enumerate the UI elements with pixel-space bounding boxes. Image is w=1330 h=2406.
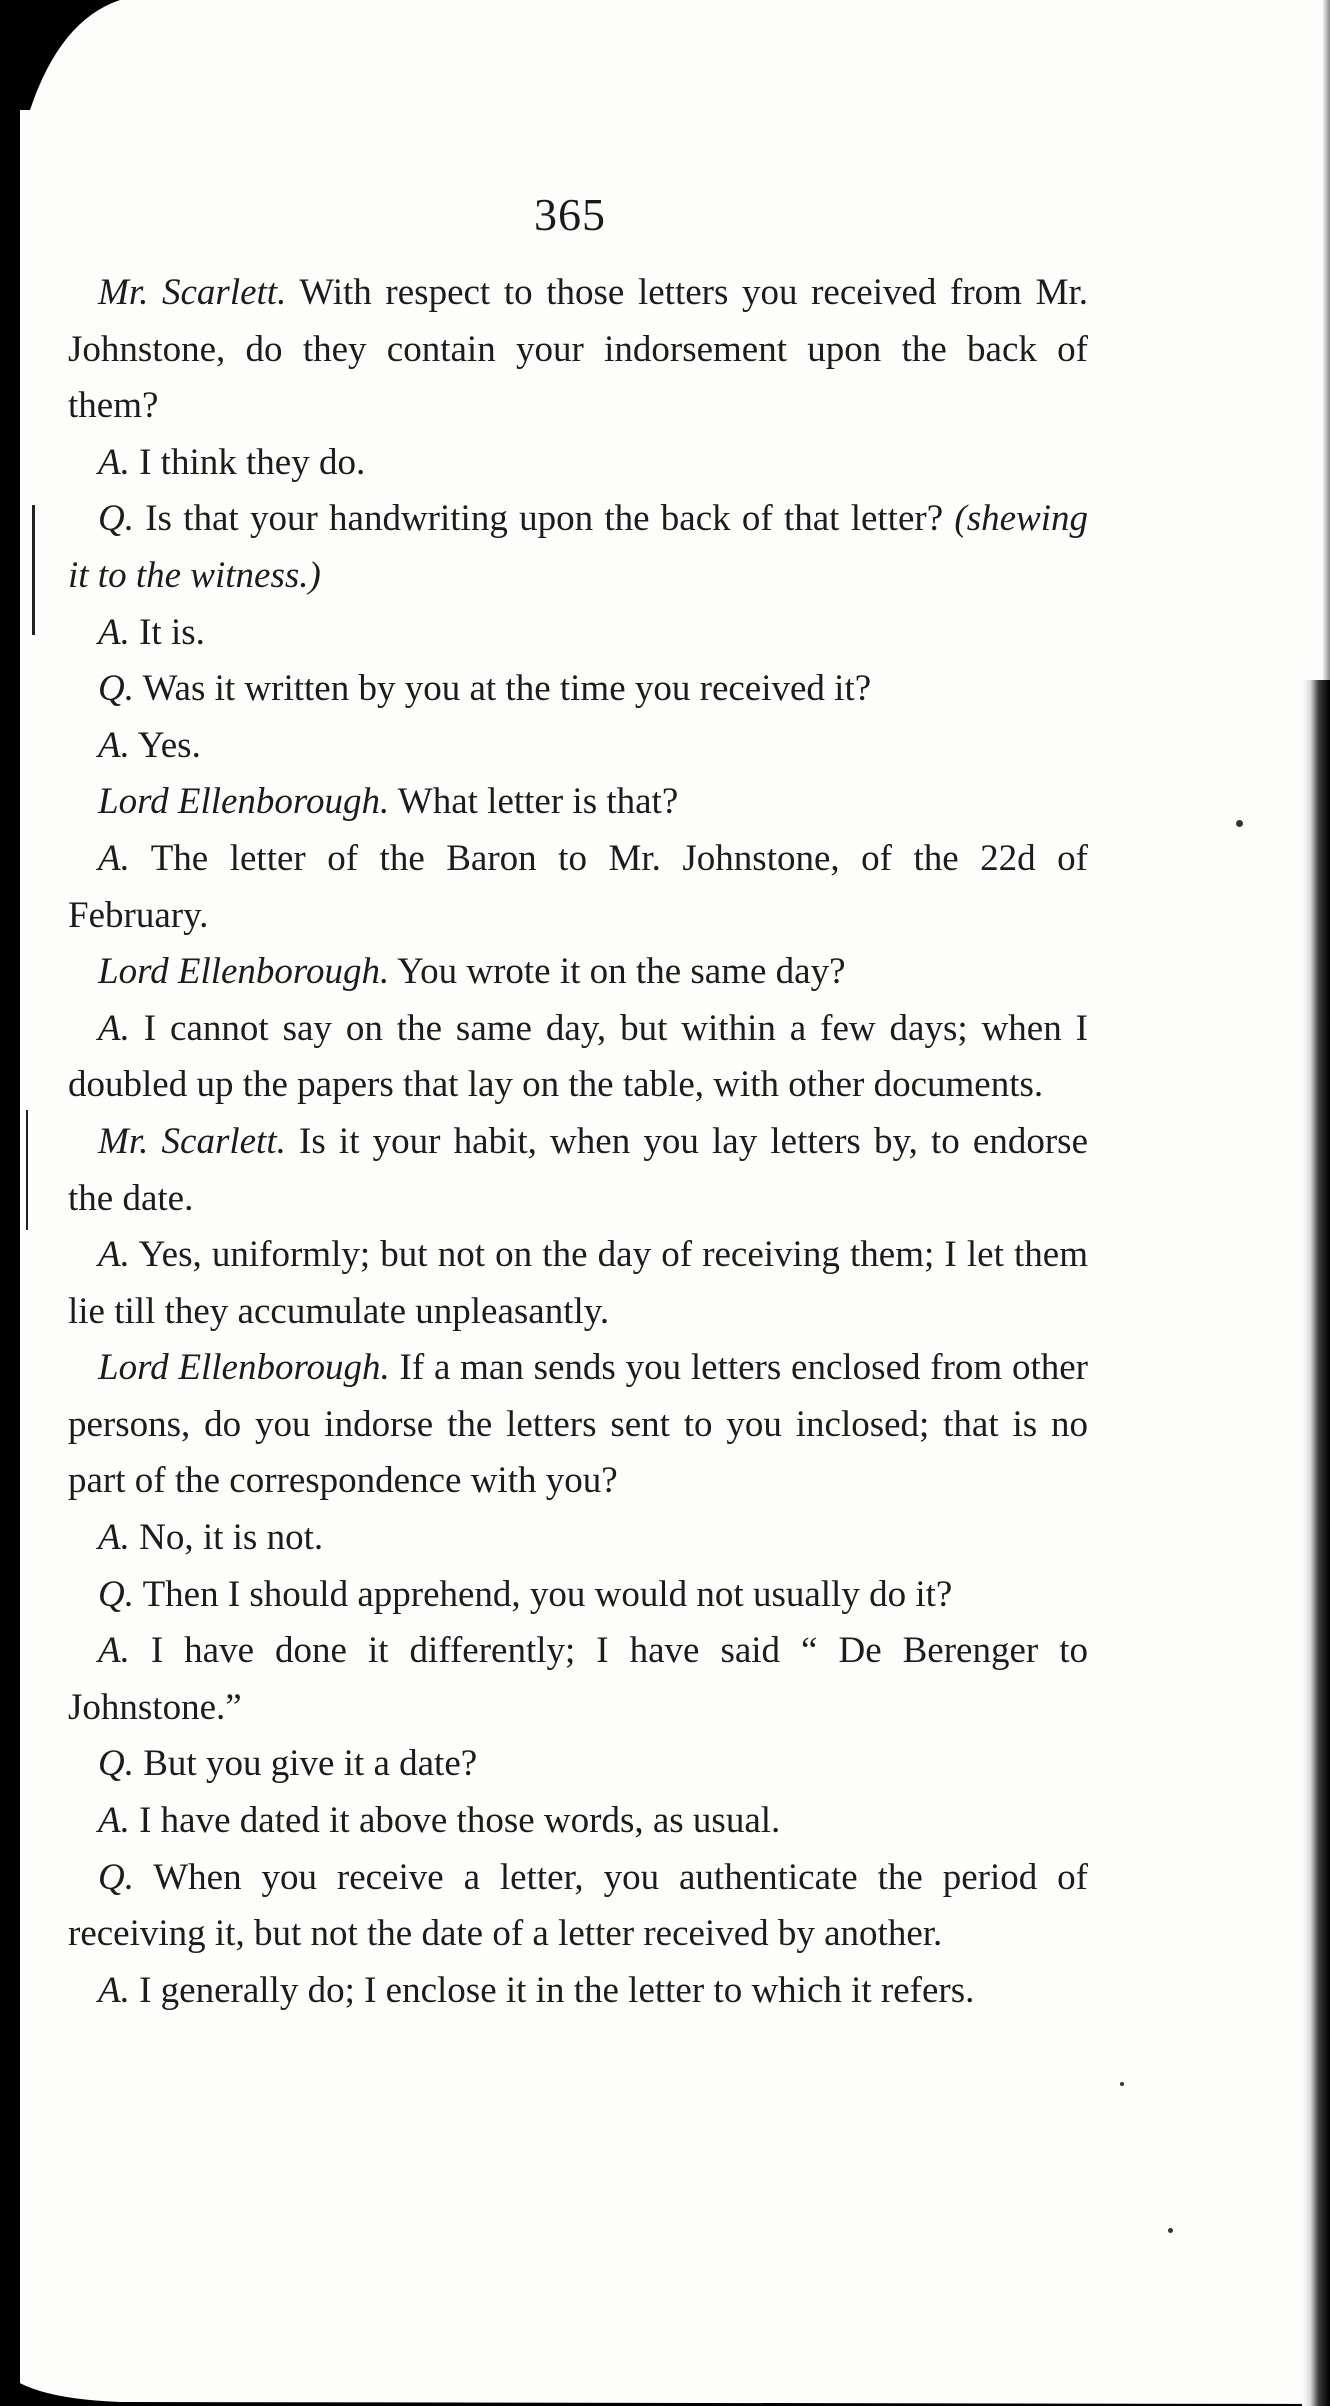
dialogue-text: It is. (129, 611, 205, 653)
speaker-label: Mr. Scarlett. (98, 1120, 286, 1162)
dialogue-paragraph (68, 1001, 1088, 1114)
dialogue-text: Yes, uniformly; but not on the day of receiving them; I let them lie till they accumulate unpleasantly. (68, 1234, 1088, 1332)
speaker-label: Q. (98, 668, 134, 710)
scan-edge-left (0, 0, 20, 2406)
dialogue-text: I have dated it above those words, as usual. (129, 1800, 781, 1842)
speaker-label: A. (98, 1800, 130, 1842)
dialogue-text: I cannot say on the same day, but within a few days; when I doubled up the papers that lay on the table, with other documents. (68, 1007, 1088, 1106)
dialogue-text: What letter is that? (389, 781, 679, 823)
dialogue-text: When you receive a letter, you authenticate the period of receiving it, but not the date of a letter received by another. (68, 1856, 1088, 1955)
dialogue-paragraph (68, 1736, 1088, 1793)
speaker-label: A. (98, 1969, 130, 2011)
ink-speck (1168, 2228, 1173, 2233)
dialogue-paragraph (68, 774, 1088, 831)
dialogue-text: I have done it differently; I have said “ De Berenger to Johnstone.” (68, 1630, 1088, 1728)
stage-direction: (shewing it to the witness.) (68, 498, 1088, 596)
speaker-label: Q. (98, 498, 134, 540)
dialogue-paragraph (68, 1510, 1088, 1567)
dialogue-paragraph (68, 491, 1088, 604)
page-text (68, 265, 1088, 2019)
dialogue-paragraph (68, 661, 1088, 718)
speaker-label: Mr. Scarlett. (98, 272, 287, 313)
speaker-label: A. (98, 724, 130, 766)
speaker-label: Lord Ellenborough. (98, 951, 390, 993)
dialogue-paragraph (68, 831, 1088, 944)
dialogue-text: The letter of the Baron to Mr. Johnstone, of the 22d of February. (68, 837, 1088, 936)
scan-corner-top-left (0, 0, 120, 110)
ink-speck (1120, 2082, 1124, 2086)
dialogue-text: Was it written by you at the time you received it? (133, 668, 872, 710)
dialogue-text: I think they do. (129, 441, 366, 483)
dialogue-paragraph (68, 605, 1088, 662)
dialogue-paragraph (68, 1114, 1088, 1227)
page-number: 365 (534, 189, 606, 240)
dialogue-text: Then I should apprehend, you would not usually do it? (133, 1573, 953, 1615)
dialogue-paragraph (68, 1227, 1088, 1340)
speaker-label: Lord Ellenborough. (98, 781, 390, 823)
speaker-label: Q. (98, 1856, 134, 1898)
speaker-label: A. (98, 837, 130, 879)
margin-rule-mark (32, 505, 35, 635)
speaker-label: Lord Ellenborough. (98, 1347, 390, 1389)
speaker-label: Q. (98, 1573, 134, 1615)
speaker-label: A. (98, 1630, 130, 1672)
dialogue-text: Yes. (129, 724, 201, 766)
speaker-label: A. (98, 1007, 130, 1049)
dialogue-paragraph (68, 718, 1088, 775)
ink-speck (1236, 820, 1243, 827)
speaker-label: A. (98, 441, 130, 483)
dialogue-paragraph (68, 1567, 1088, 1624)
speaker-label: A. (98, 1517, 130, 1559)
dialogue-text: No, it is not. (129, 1517, 324, 1559)
dialogue-text: With respect to those letters you received from Mr. Johnstone, do they contain your indorsement upon the back of them? (68, 272, 1089, 427)
speaker-label: Q. (98, 1743, 134, 1785)
dialogue-paragraph (68, 1623, 1088, 1736)
dialogue-paragraph (68, 1340, 1088, 1510)
dialogue-text: But you give it a date? (133, 1743, 478, 1785)
dialogue-paragraph (68, 435, 1088, 492)
dialogue-text: You wrote it on the same day? (389, 951, 846, 993)
speaker-label: A. (98, 611, 130, 653)
dialogue-text: I generally do; I enclose it in the letter to which it refers. (129, 1969, 975, 2011)
dialogue-text: If a man sends you letters enclosed from other persons, do you indorse the letters sent to you inclosed; that is no part of the correspondence with you? (68, 1347, 1088, 1502)
dialogue-paragraph (68, 1963, 1088, 2020)
dialogue-paragraph (68, 265, 1088, 435)
scan-edge-right-top (1322, 0, 1330, 680)
dialogue-paragraph (68, 944, 1088, 1001)
scan-edge-right (1302, 680, 1330, 2406)
dialogue-paragraph (68, 1793, 1088, 1850)
speaker-label: A. (98, 1234, 130, 1276)
scan-edge-bottom (0, 2366, 1330, 2406)
dialogue-text: Is it your habit, when you lay letters by, to endorse the date. (68, 1120, 1088, 1219)
dialogue-paragraph (68, 1850, 1088, 1963)
dialogue-text: Is that your handwriting upon the back of that letter? (133, 498, 955, 540)
margin-rule-mark (26, 1110, 28, 1230)
